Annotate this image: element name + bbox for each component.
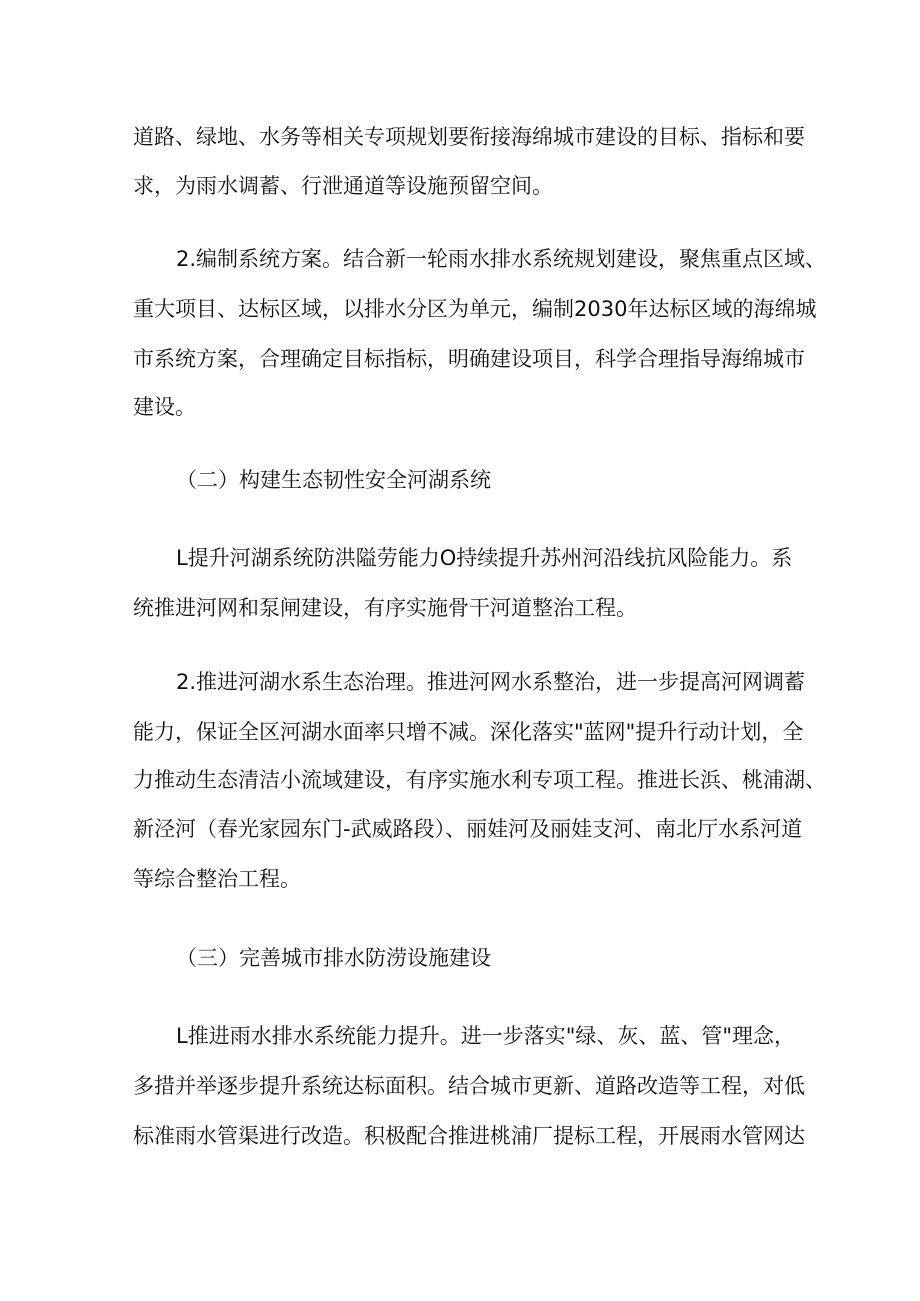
text-line: 2.推进河湖水系生态治理。推进河网水系整治，进一步提高河网调蓄	[176, 670, 806, 694]
text-line: L提升河湖系统防洪隘劳能力O持续提升苏州河沿线抗风险能力。系	[176, 546, 793, 570]
text-line: 求，为雨水调蓄、行泄通道等设施预留空间。	[133, 174, 553, 198]
section-heading-2: （二）构建生态韧性安全河湖系统	[176, 468, 491, 492]
text-line: 新泾河（春光家园东门-武威路段）、丽娃河及丽娃支河、南北厅水系河道	[133, 817, 803, 841]
text-line: 市系统方案，合理确定目标指标，明确建设项目，科学合理指导海绵城市	[133, 347, 805, 371]
text-line: 标准雨水管渠进行改造。积极配合推进桃浦厂提标工程，开展雨水管网达	[133, 1124, 805, 1148]
text-line: 统推进河网和泵闸建设，有序实施骨干河道整治工程。	[133, 596, 637, 620]
text-line: 力推动生态清洁小流域建设，有序实施水利专项工程。推进长浜、桃浦湖、	[133, 768, 826, 792]
text-line: 等综合整治工程。	[133, 867, 301, 891]
text-line: 建设。	[133, 395, 196, 419]
text-line: 多措并举逐步提升系统达标面积。结合城市更新、道路改造等工程，对低	[133, 1074, 805, 1098]
text-line: 能力，保证全区河湖水面率只增不减。深化落实"蓝网"提升行动计划，全	[133, 720, 804, 744]
text-line: L推进雨水排水系统能力提升。进一步落实"绿、灰、蓝、管"理念，	[176, 1024, 796, 1048]
text-line: 重大项目、达标区域，以排水分区为单元，编制2030年达标区域的海绵城	[133, 297, 817, 321]
text-line: 2.编制系统方案。结合新一轮雨水排水系统规划建设，聚焦重点区域、	[176, 247, 827, 271]
section-heading-3: （三）完善城市排水防涝设施建设	[176, 946, 491, 970]
text-line: 道路、绿地、水务等相关专项规划要衔接海绵城市建设的目标、指标和要	[133, 125, 805, 149]
